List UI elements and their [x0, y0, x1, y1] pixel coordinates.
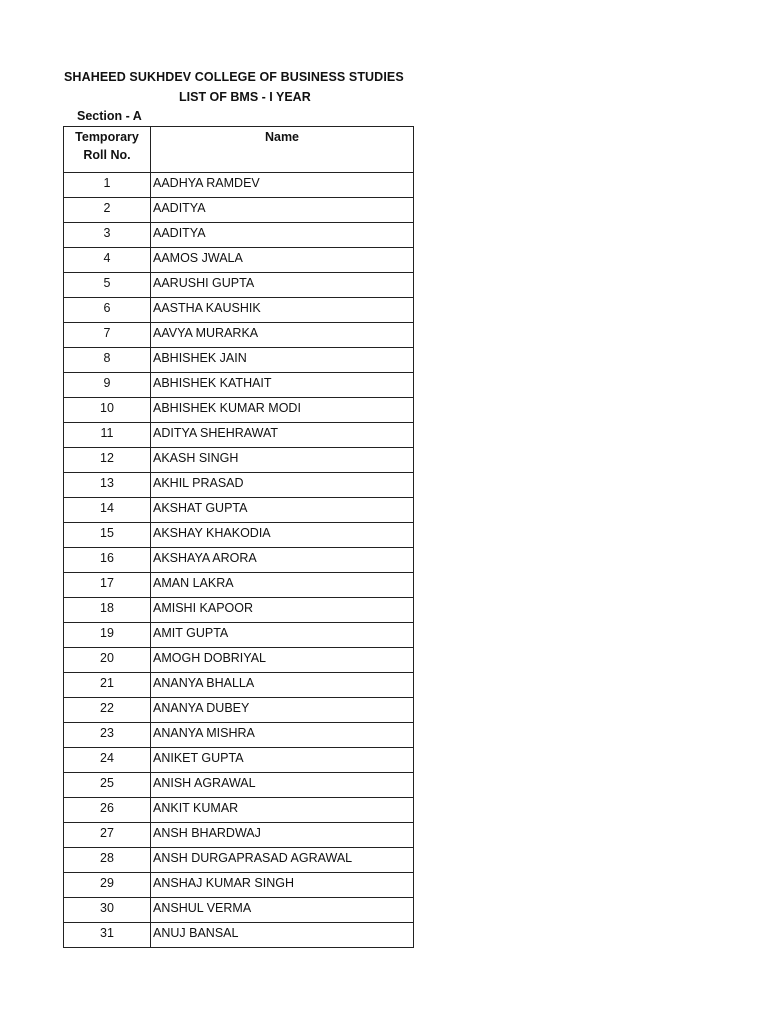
roll-number-cell: 9 — [64, 373, 151, 398]
table-row — [64, 323, 414, 348]
name-header: Name — [151, 127, 414, 173]
table-row — [64, 673, 414, 698]
student-name-cell: ANSHAJ KUMAR SINGH — [151, 873, 414, 898]
student-name-cell: AADITYA — [151, 223, 414, 248]
table-row — [64, 473, 414, 498]
roll-number-cell: 12 — [64, 448, 151, 473]
table-row — [64, 523, 414, 548]
table-row — [64, 273, 414, 298]
student-name-cell: AARUSHI GUPTA — [151, 273, 414, 298]
table-row — [64, 498, 414, 523]
table-row — [64, 398, 414, 423]
table-row — [64, 248, 414, 273]
roll-number-cell: 10 — [64, 398, 151, 423]
table-row — [64, 873, 414, 898]
table-row — [64, 723, 414, 748]
student-name-cell: AKSHAYA ARORA — [151, 548, 414, 573]
roll-number-cell: 7 — [64, 323, 151, 348]
student-name-cell: ANSH BHARDWAJ — [151, 823, 414, 848]
table-header-row — [64, 127, 414, 173]
roll-number-cell: 14 — [64, 498, 151, 523]
table-row — [64, 223, 414, 248]
table-row — [64, 648, 414, 673]
table-row — [64, 823, 414, 848]
roll-number-cell: 27 — [64, 823, 151, 848]
student-name-cell: AMIT GUPTA — [151, 623, 414, 648]
roll-number-cell: 28 — [64, 848, 151, 873]
student-name-cell: ANISH AGRAWAL — [151, 773, 414, 798]
student-name-cell: AKHIL PRASAD — [151, 473, 414, 498]
table-row — [64, 598, 414, 623]
table-row — [64, 298, 414, 323]
roll-number-cell: 5 — [64, 273, 151, 298]
student-name-cell: ABHISHEK JAIN — [151, 348, 414, 373]
table-row — [64, 573, 414, 598]
student-name-cell: ANIKET GUPTA — [151, 748, 414, 773]
roll-number-cell: 13 — [64, 473, 151, 498]
section-label: Section - A — [77, 109, 142, 123]
student-name-cell: AKSHAT GUPTA — [151, 498, 414, 523]
student-name-cell: ANSH DURGAPRASAD AGRAWAL — [151, 848, 414, 873]
student-name-cell: AAVYA MURARKA — [151, 323, 414, 348]
table-row — [64, 898, 414, 923]
roll-number-header — [64, 127, 151, 173]
student-name-cell: AADITYA — [151, 198, 414, 223]
table-row — [64, 548, 414, 573]
student-name-cell: AADHYA RAMDEV — [151, 173, 414, 198]
roll-number-cell: 30 — [64, 898, 151, 923]
table-row — [64, 423, 414, 448]
table-row — [64, 798, 414, 823]
roll-number-cell: 29 — [64, 873, 151, 898]
roll-number-cell: 6 — [64, 298, 151, 323]
roll-number-cell: 22 — [64, 698, 151, 723]
student-name-cell: ADITYA SHEHRAWAT — [151, 423, 414, 448]
roll-number-cell: 31 — [64, 923, 151, 948]
table-row — [64, 348, 414, 373]
student-name-cell: AMISHI KAPOOR — [151, 598, 414, 623]
table-row — [64, 698, 414, 723]
roll-number-cell: 1 — [64, 173, 151, 198]
student-name-cell: AMAN LAKRA — [151, 573, 414, 598]
table-row — [64, 748, 414, 773]
table-row — [64, 623, 414, 648]
roll-number-cell: 21 — [64, 673, 151, 698]
table-row — [64, 923, 414, 948]
student-name-cell: AMOGH DOBRIYAL — [151, 648, 414, 673]
student-name-cell: ANANYA MISHRA — [151, 723, 414, 748]
roll-number-cell: 4 — [64, 248, 151, 273]
roll-number-cell: 3 — [64, 223, 151, 248]
roll-number-cell: 25 — [64, 773, 151, 798]
document-subtitle: LIST OF BMS - I YEAR — [179, 90, 311, 104]
student-name-cell: ANUJ BANSAL — [151, 923, 414, 948]
roll-number-cell: 23 — [64, 723, 151, 748]
roll-number-cell: 2 — [64, 198, 151, 223]
student-name-cell: AKSHAY KHAKODIA — [151, 523, 414, 548]
student-name-cell: AKASH SINGH — [151, 448, 414, 473]
student-name-cell: AAMOS JWALA — [151, 248, 414, 273]
student-roster-table — [63, 126, 414, 948]
table-row — [64, 198, 414, 223]
table-row — [64, 773, 414, 798]
student-name-cell: AASTHA KAUSHIK — [151, 298, 414, 323]
roll-number-cell: 15 — [64, 523, 151, 548]
document-title: SHAHEED SUKHDEV COLLEGE OF BUSINESS STUDIES — [64, 70, 404, 84]
roll-number-cell: 26 — [64, 798, 151, 823]
table-row — [64, 373, 414, 398]
student-name-cell: ANSHUL VERMA — [151, 898, 414, 923]
table-row — [64, 173, 414, 198]
roll-number-cell: 20 — [64, 648, 151, 673]
student-name-cell: ANANYA DUBEY — [151, 698, 414, 723]
roll-number-cell: 18 — [64, 598, 151, 623]
student-name-cell: ANKIT KUMAR — [151, 798, 414, 823]
roster-body — [64, 173, 414, 948]
roll-number-cell: 17 — [64, 573, 151, 598]
roll-number-cell: 19 — [64, 623, 151, 648]
roll-number-cell: 11 — [64, 423, 151, 448]
roll-number-cell: 8 — [64, 348, 151, 373]
roll-header-line1: Temporary — [75, 130, 139, 144]
table-row — [64, 448, 414, 473]
roll-number-cell: 24 — [64, 748, 151, 773]
student-name-cell: ABHISHEK KATHAIT — [151, 373, 414, 398]
student-name-cell: ABHISHEK KUMAR MODI — [151, 398, 414, 423]
student-name-cell: ANANYA BHALLA — [151, 673, 414, 698]
roll-number-cell: 16 — [64, 548, 151, 573]
table-row — [64, 848, 414, 873]
roll-header-line2: Roll No. — [83, 148, 131, 162]
